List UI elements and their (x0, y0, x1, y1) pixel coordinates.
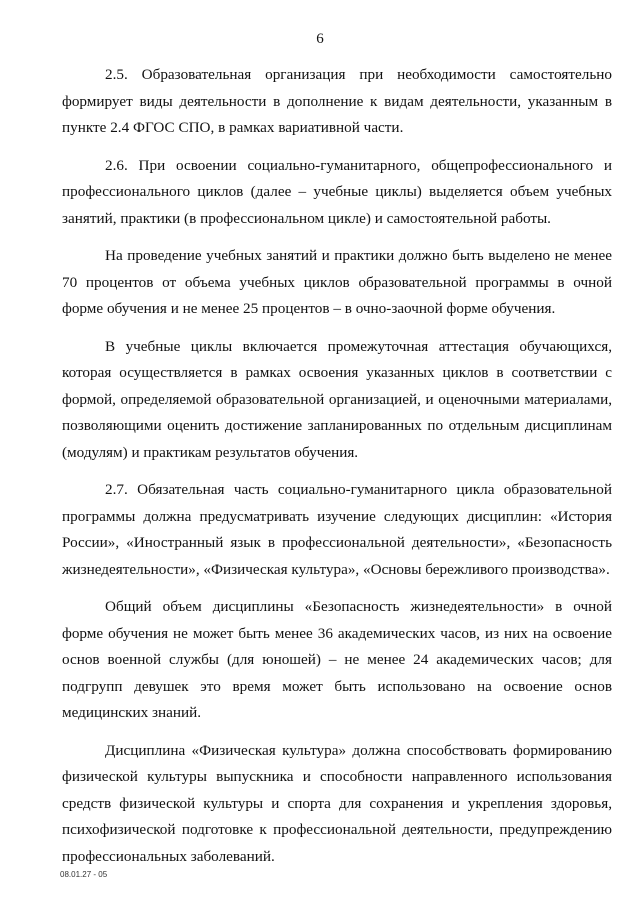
paragraph-2-7: 2.7. Обязательная часть социально-гуманитарного цикла образовательной программы должна предусматривать изучение следующих дисциплин: «История России», «Иностранный язык в профессиональной деятельности», «Безопасность жизнедеятельности», «Физическая культура», «Основы бережливого производства». (62, 481, 612, 578)
paragraph-attestation: В учебные циклы включается промежуточная аттестация обучающихся, которая осуществляется в рамках освоения указанных циклов в соответствии с формой, определяемой образовательной организацией, и оценочными материалами, позволяющими оценить достижение запланированных по отдельным дисциплинам (модулям) и практикам результатов обучения. (62, 337, 612, 461)
paragraph-life-safety: Общий объем дисциплины «Безопасность жизнедеятельности» в очной форме обучения не может быть менее 36 академических часов, из них на освоение основ военной службы (для юношей) – не менее 24 академических часов; для подгрупп девушек это время может быть использовано на освоение основ медицинских знаний. (62, 598, 612, 721)
footer-code: 08.01.27 - 05 (60, 870, 108, 879)
paragraph-study-hours: На проведение учебных занятий и практики должно быть выделено не менее 70 процентов от объема учебных циклов образовательной программы в очной форме обучения и не менее 25 процентов – в очно-заочной форме обучения. (62, 247, 612, 317)
paragraph-2-5: 2.5. Образовательная организация при необходимости самостоятельно формирует виды деятельности в дополнение к видам деятельности, указанным в пункте 2.4 ФГОС СПО, в рамках вариативной части. (62, 66, 612, 136)
paragraph-2-6: 2.6. При освоении социально-гуманитарного, общепрофессионального и профессионального циклов (далее – учебные циклы) выделяется объем учебных занятий, практики (в профессиональном цикле) и самостоятельной работы. (62, 156, 612, 227)
page-number: 6 (316, 31, 324, 47)
paragraph-physical-culture: Дисциплина «Физическая культура» должна способствовать формированию физической культуры выпускника и способности направленного использования средств физической культуры и спорта для сохранения и укрепления здоровья, психофизической подготовке к профессиональной деятельности, предупреждению профессиональных заболеваний. (62, 741, 612, 865)
body-text (62, 62, 612, 881)
